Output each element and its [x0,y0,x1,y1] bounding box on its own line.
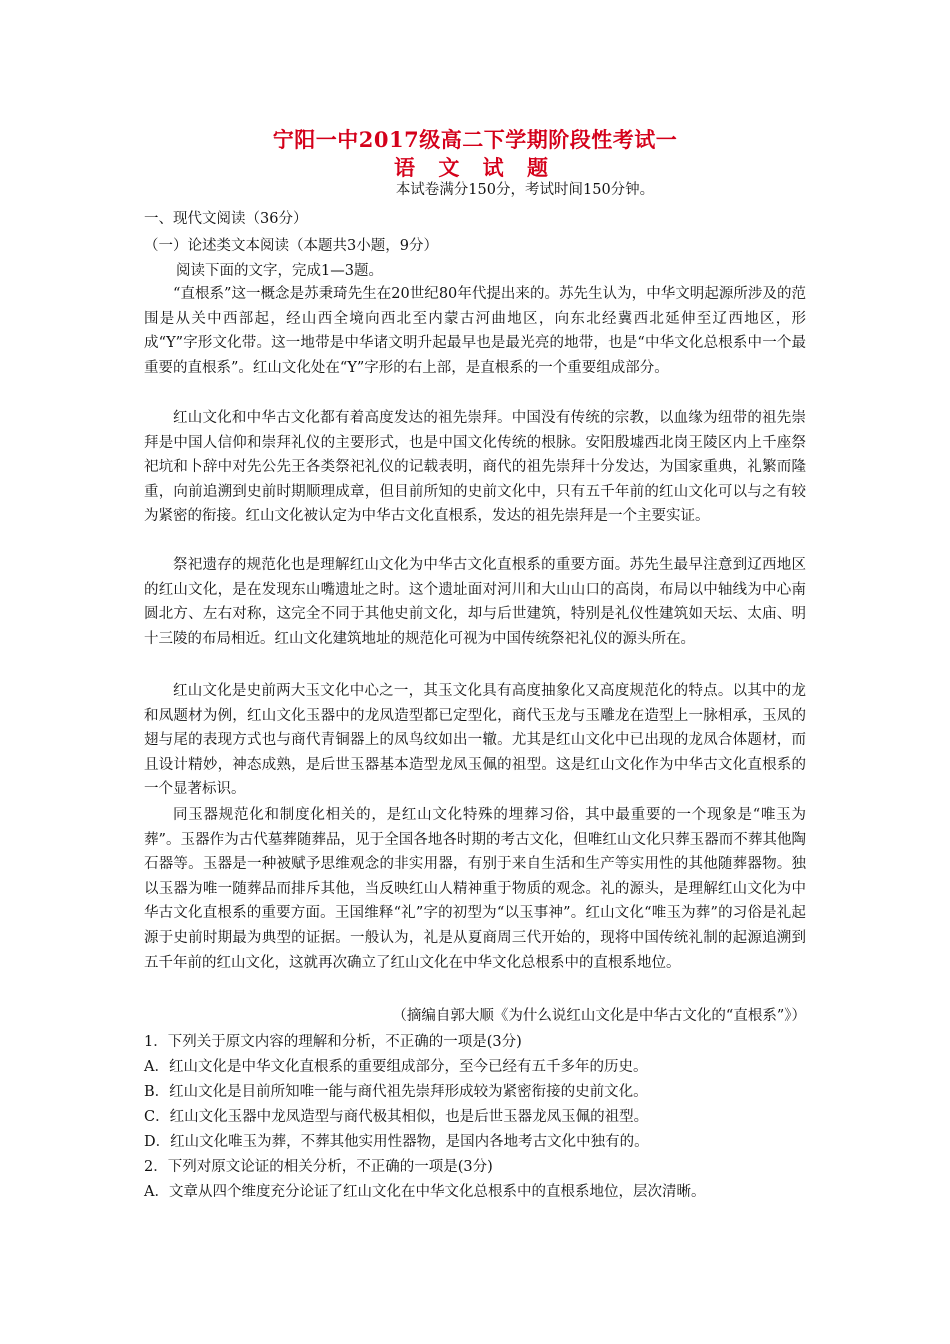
passage-paragraph-1: “直根系”这一概念是苏秉琦先生在20世纪80年代提出来的。苏先生认为，中华文明起源所涉及的范围是从关中西部起，经山西全境向西北至内蒙古河曲地区，向东北经冀西北延伸至辽西地区，形成“Y”字形文化带。这一地带是中华诸文明升起最早也是最光亮的地带，也是“中华文化总根系中一个最重要的直根系”。红山文化处在“Y”字形的右上部，是直根系的一个重要组成部分。 [144,286,806,376]
question-1: 1．下列关于原文内容的理解和分析，不正确的一项是(3分) [144,1034,522,1050]
question-1-option-d: D．红山文化唯玉为葬，不葬其他实用性器物，是国内各地考古文化中独有的。 [144,1134,649,1150]
exam-title: 宁阳一中2017级高二下学期阶段性考试一 [272,127,678,152]
question-2: 2．下列对原文论证的相关分析，不正确的一项是(3分) [144,1159,493,1175]
question-1-option-c: C．红山文化玉器中龙凤造型与商代极其相似，也是后世玉器龙凤玉佩的祖型。 [144,1109,649,1125]
exam-note: 本试卷满分150分，考试时间150分钟。 [395,182,655,198]
question-2-option-a: A．文章从四个维度充分论证了红山文化在中华文化总根系中的直根系地位，层次清晰。 [144,1184,706,1200]
passage-paragraph-3: 祭祀遗存的规范化也是理解红山文化为中华古文化直根系的重要方面。苏先生最早注意到辽西地区的红山文化，是在发现东山嘴遗址之时。这个遗址面对河川和大山山口的高岗，布局以中轴线为中心南圆北方、左右对称，这完全不同于其他史前文化，却与后世建筑，特别是礼仪性建筑如天坛、太庙、明十三陵的布局相近。红山文化建筑地址的规范化可视为中国传统祭祀礼仪的源头所在。 [144,557,806,647]
question-1-option-a: A．红山文化是中华文化直根系的重要组成部分，至今已经有五千多年的历史。 [144,1059,648,1075]
passage-paragraph-4: 红山文化是史前两大玉文化中心之一，其玉文化具有高度抽象化又高度规范化的特点。以其中的龙和凤题材为例，红山文化玉器中的龙凤造型都已定型化，商代玉龙与玉雕龙在造型上一脉相承，玉凤的翅与尾的表现方式也与商代青铜器上的凤鸟纹如出一辙。尤其是红山文化中已出现的龙凤合体题材，而且设计精妙，神态成熟，是后世玉器基本造型龙凤玉佩的祖型。这是红山文化作为中华古文化直根系的一个显著标识。 [144,683,806,798]
part-heading: （一）论述类文本阅读（本题共3小题，9分） [144,238,438,254]
exam-subtitle: 语 文 试 题 [394,155,556,180]
passage-paragraph-2: 红山文化和中华古文化都有着高度发达的祖先崇拜。中国没有传统的宗教，以血缘为纽带的祖先崇拜是中国人信仰和崇拜礼仪的主要形式，也是中国文化传统的根脉。安阳殷墟西北岗王陵区内上千座祭祀坑和卜辞中对先公先王各类祭祀礼仪的记载表明，商代的祖先崇拜十分发达，为国家重典，礼繁而隆重，向前追溯到史前时期顺理成章，但目前所知的史前文化中，只有五千年前的红山文化可以与之有较为紧密的衔接。红山文化被认定为中华古文化直根系，发达的祖先崇拜是一个主要实证。 [144,410,806,525]
section-heading: 一、现代文阅读（36分） [144,211,308,227]
reading-instruction: 阅读下面的文字，完成1—3题。 [176,263,383,279]
passage-paragraph-5: 同玉器规范化和制度化相关的，是红山文化特殊的埋葬习俗，其中最重要的一个现象是“唯玉为葬”。玉器作为古代墓葬随葬品，见于全国各地各时期的考古文化，但唯红山文化只葬玉器而不葬其他陶石器等。玉器是一种被赋予思维观念的非实用器，有别于来自生活和生产等实用性的其他随葬器物。独以玉器为唯一随葬品而排斥其他，当反映红山人精神重于物质的观念。礼的源头，是理解红山文化为中华古文化直根系的重要方面。王国维释“礼”字的初型为“以玉事神”。红山文化“唯玉为葬”的习俗是礼起源于史前时期最为典型的证据。一般认为，礼是从夏商周三代开始的，现将中国传统礼制的起源追溯到五千年前的红山文化，这就再次确立了红山文化在中华文化总根系中的直根系地位。 [144,807,806,971]
passage-source: （摘编自郭大顺《为什么说红山文化是中华古文化的“直根系”》） [392,1008,806,1024]
question-1-option-b: B．红山文化是目前所知唯一能与商代祖先崇拜形成较为紧密衔接的史前文化。 [144,1084,648,1100]
